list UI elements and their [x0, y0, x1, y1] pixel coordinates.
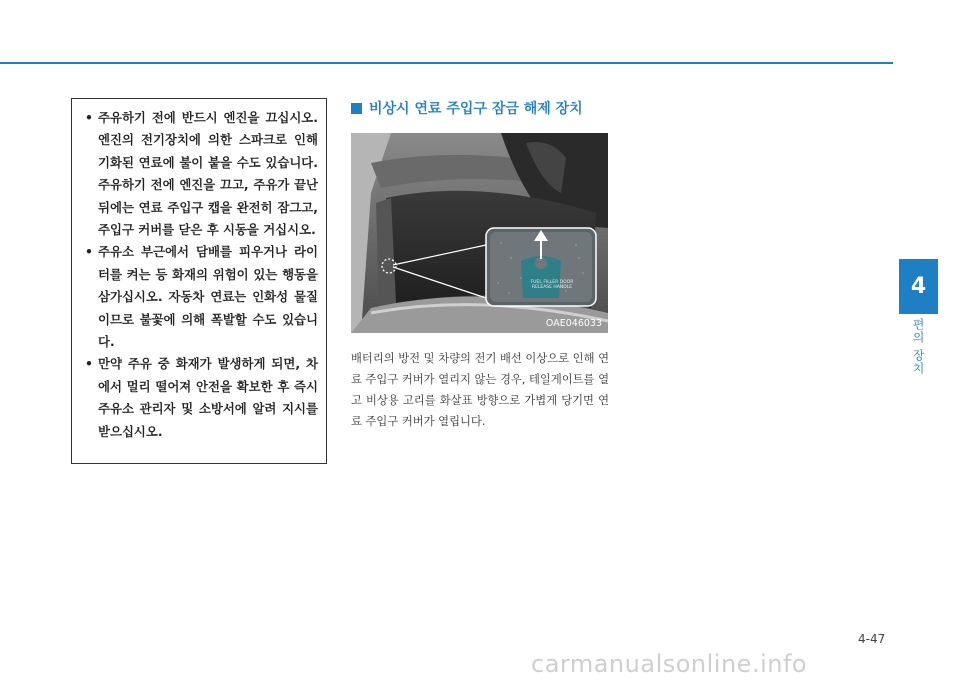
warning-text: 만약 주유 중 화재가 발생하게 되면, 차에서 멀리 떨어져 안전을 확보한 후 즉시 주유소 관리자 및 소방서에 알려 지시를 받으십시오.: [98, 356, 318, 439]
bullet-icon: •: [85, 110, 93, 125]
warning-text: 주유하기 전에 반드시 엔진을 끄십시오. 엔진의 전기장치에 의한 스파크로 인해 기화된 연료에 불이 붙을 수도 있습니다. 주유하기 전에 엔진을 끄고, 주유가 끝난 뒤에는 연료 주입구 캡을 완전히 잠그고, 주입구 커버를 닫은 후 시동을 거십시오.: [98, 110, 318, 238]
warning-item: [82, 353, 318, 443]
chapter-label-text: 편의 장치: [911, 318, 925, 375]
top-rule: [0, 62, 893, 64]
figure-code: OAE046033: [545, 318, 602, 329]
trunk-photo: [351, 133, 608, 333]
section-title-text: 비상시 연료 주입구 잠금 해제 장치: [369, 101, 583, 117]
warning-text: 주유소 부근에서 담배를 피우거나 라이터를 켜는 등 화재의 위험이 있는 행동을 삼가십시오. 자동차 연료는 인화성 물질이므로 불꽃에 의해 폭발할 수도 있습니다.: [98, 244, 318, 350]
square-bullet-icon: [351, 103, 362, 114]
warning-box: [71, 98, 327, 464]
chapter-number: 4: [910, 274, 927, 299]
warning-item: [82, 241, 318, 353]
chapter-tab[interactable]: [899, 259, 938, 314]
watermark: carmanualsonline.info: [531, 650, 808, 678]
bullet-icon: •: [85, 356, 93, 372]
tag-text-line2: RELEASE HANDLE: [531, 285, 573, 290]
bullet-icon: •: [85, 244, 93, 260]
section-title: [351, 98, 583, 118]
warning-item: [82, 107, 318, 241]
page-number: 4-47: [858, 632, 886, 646]
tag-text-line1: FUEL FILLER DOOR: [530, 280, 574, 285]
body-paragraph: 배터리의 방전 및 차량의 전기 배선 이상으로 인해 연료 주입구 커버가 열리지 않는 경우, 테일게이트를 열고 비상용 고리를 화살표 방향으로 가볍게 당기면 연료 주입구 커버가 열립니다.: [351, 352, 609, 428]
chapter-label: [899, 318, 938, 375]
trunk-illustration: [351, 133, 608, 333]
